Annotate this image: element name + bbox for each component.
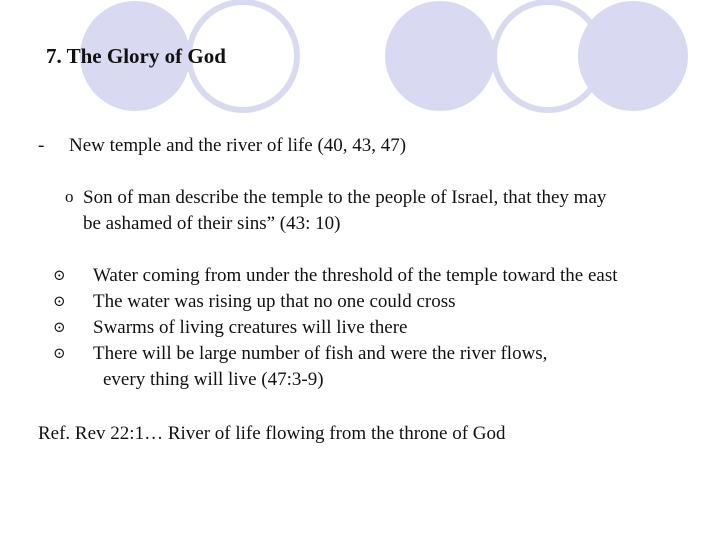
sub-point-marker: o [65, 187, 74, 206]
bullet-item-4-continuation: every thing will live (47:3-9) [103, 369, 324, 390]
main-point-text: New temple and the river of life (40, 43, 47) [69, 135, 407, 156]
bullet-item-4: There will be large number of fish and were the river flows, [93, 343, 548, 364]
reference-line: Ref. Rev 22:1… River of life flowing from the throne of God [38, 423, 506, 444]
point-marker: - [38, 135, 45, 156]
bullet-icon: ⊙ [53, 320, 66, 336]
bullet-item-2: The water was rising up that no one could cross [93, 291, 456, 312]
bullet-icon: ⊙ [53, 268, 66, 284]
bullet-item-1: Water coming from under the threshold of the temple toward the east [93, 265, 618, 286]
sub-point-line-2: be ashamed of their sins” (43: 10) [83, 213, 341, 234]
bullet-item-3: Swarms of living creatures will live there [93, 317, 408, 338]
bullet-icon: ⊙ [53, 346, 66, 362]
slide-title: 7. The Glory of God [46, 44, 226, 68]
filled-circle-2 [385, 1, 495, 111]
bullet-icon: ⊙ [53, 294, 66, 310]
decorative-circles [0, 0, 720, 140]
filled-circle-3 [578, 1, 688, 111]
sub-point-line-1: Son of man describe the temple to the people of Israel, that they may [83, 187, 607, 208]
